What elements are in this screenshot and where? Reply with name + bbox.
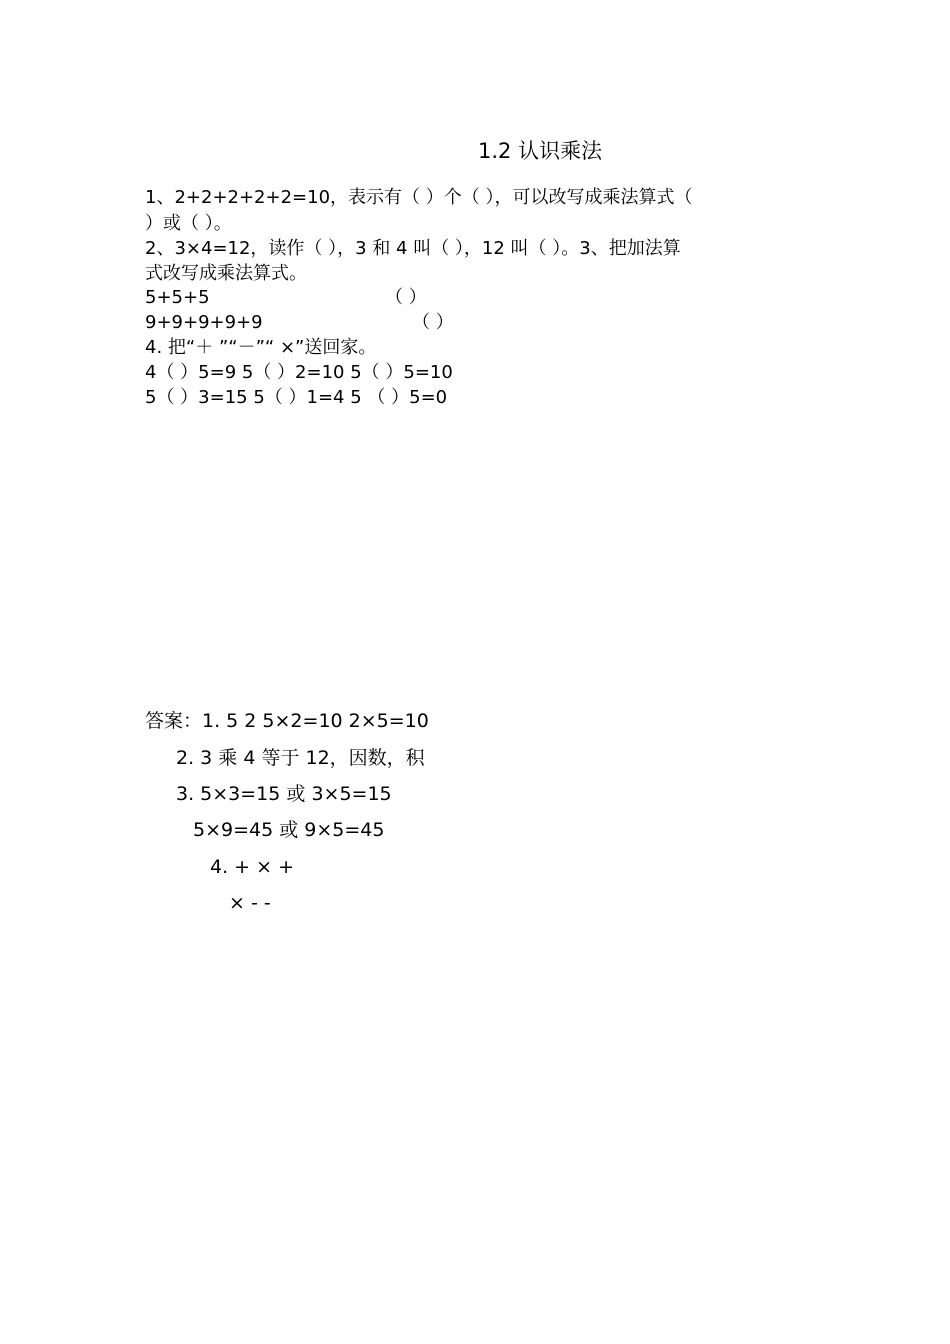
question-3-blank-a: （ ）	[385, 287, 427, 308]
answer-2: 2. 3 乘 4 等于 12，因数，积	[176, 747, 425, 769]
question-3-expression-b: 9+9+9+9+9	[145, 312, 263, 333]
question-3-expression-a: 5+5+5	[145, 287, 210, 308]
answer-4: 4. + × +	[210, 856, 295, 878]
answer-3: 3. 5×3=15 或 3×5=15	[176, 783, 392, 805]
question-1-line-2: ）或（ ）。	[145, 213, 232, 234]
question-4-title: 4. 把“＋ ”“－”“ ×”送回家。	[145, 337, 377, 358]
question-4-row-2: 5（ ）3=15 5（ ）1=4 5 （ ）5=0	[145, 387, 448, 408]
question-1-line-1: 1、2+2+2+2+2=10，表示有（ ）个（ ），可以改写成乘法算式（	[145, 187, 693, 208]
question-3-blank-b: （ ）	[412, 312, 454, 333]
question-3-instruction: 式改写成乘法算式。	[145, 263, 307, 284]
question-4-row-1: 4（ ）5=9 5（ ）2=10 5（ ）5=10	[145, 362, 453, 383]
question-2-line: 2、3×4=12，读作（ ），3 和 4 叫（ ），12 叫（ ）。3、把加法算	[145, 238, 681, 259]
answer-4-b: × - -	[229, 892, 271, 914]
page-title: 1.2 认识乘法	[478, 139, 603, 163]
answer-3-b: 5×9=45 或 9×5=45	[193, 819, 385, 841]
answer-1: 答案：1. 5 2 5×2=10 2×5=10	[145, 710, 429, 732]
